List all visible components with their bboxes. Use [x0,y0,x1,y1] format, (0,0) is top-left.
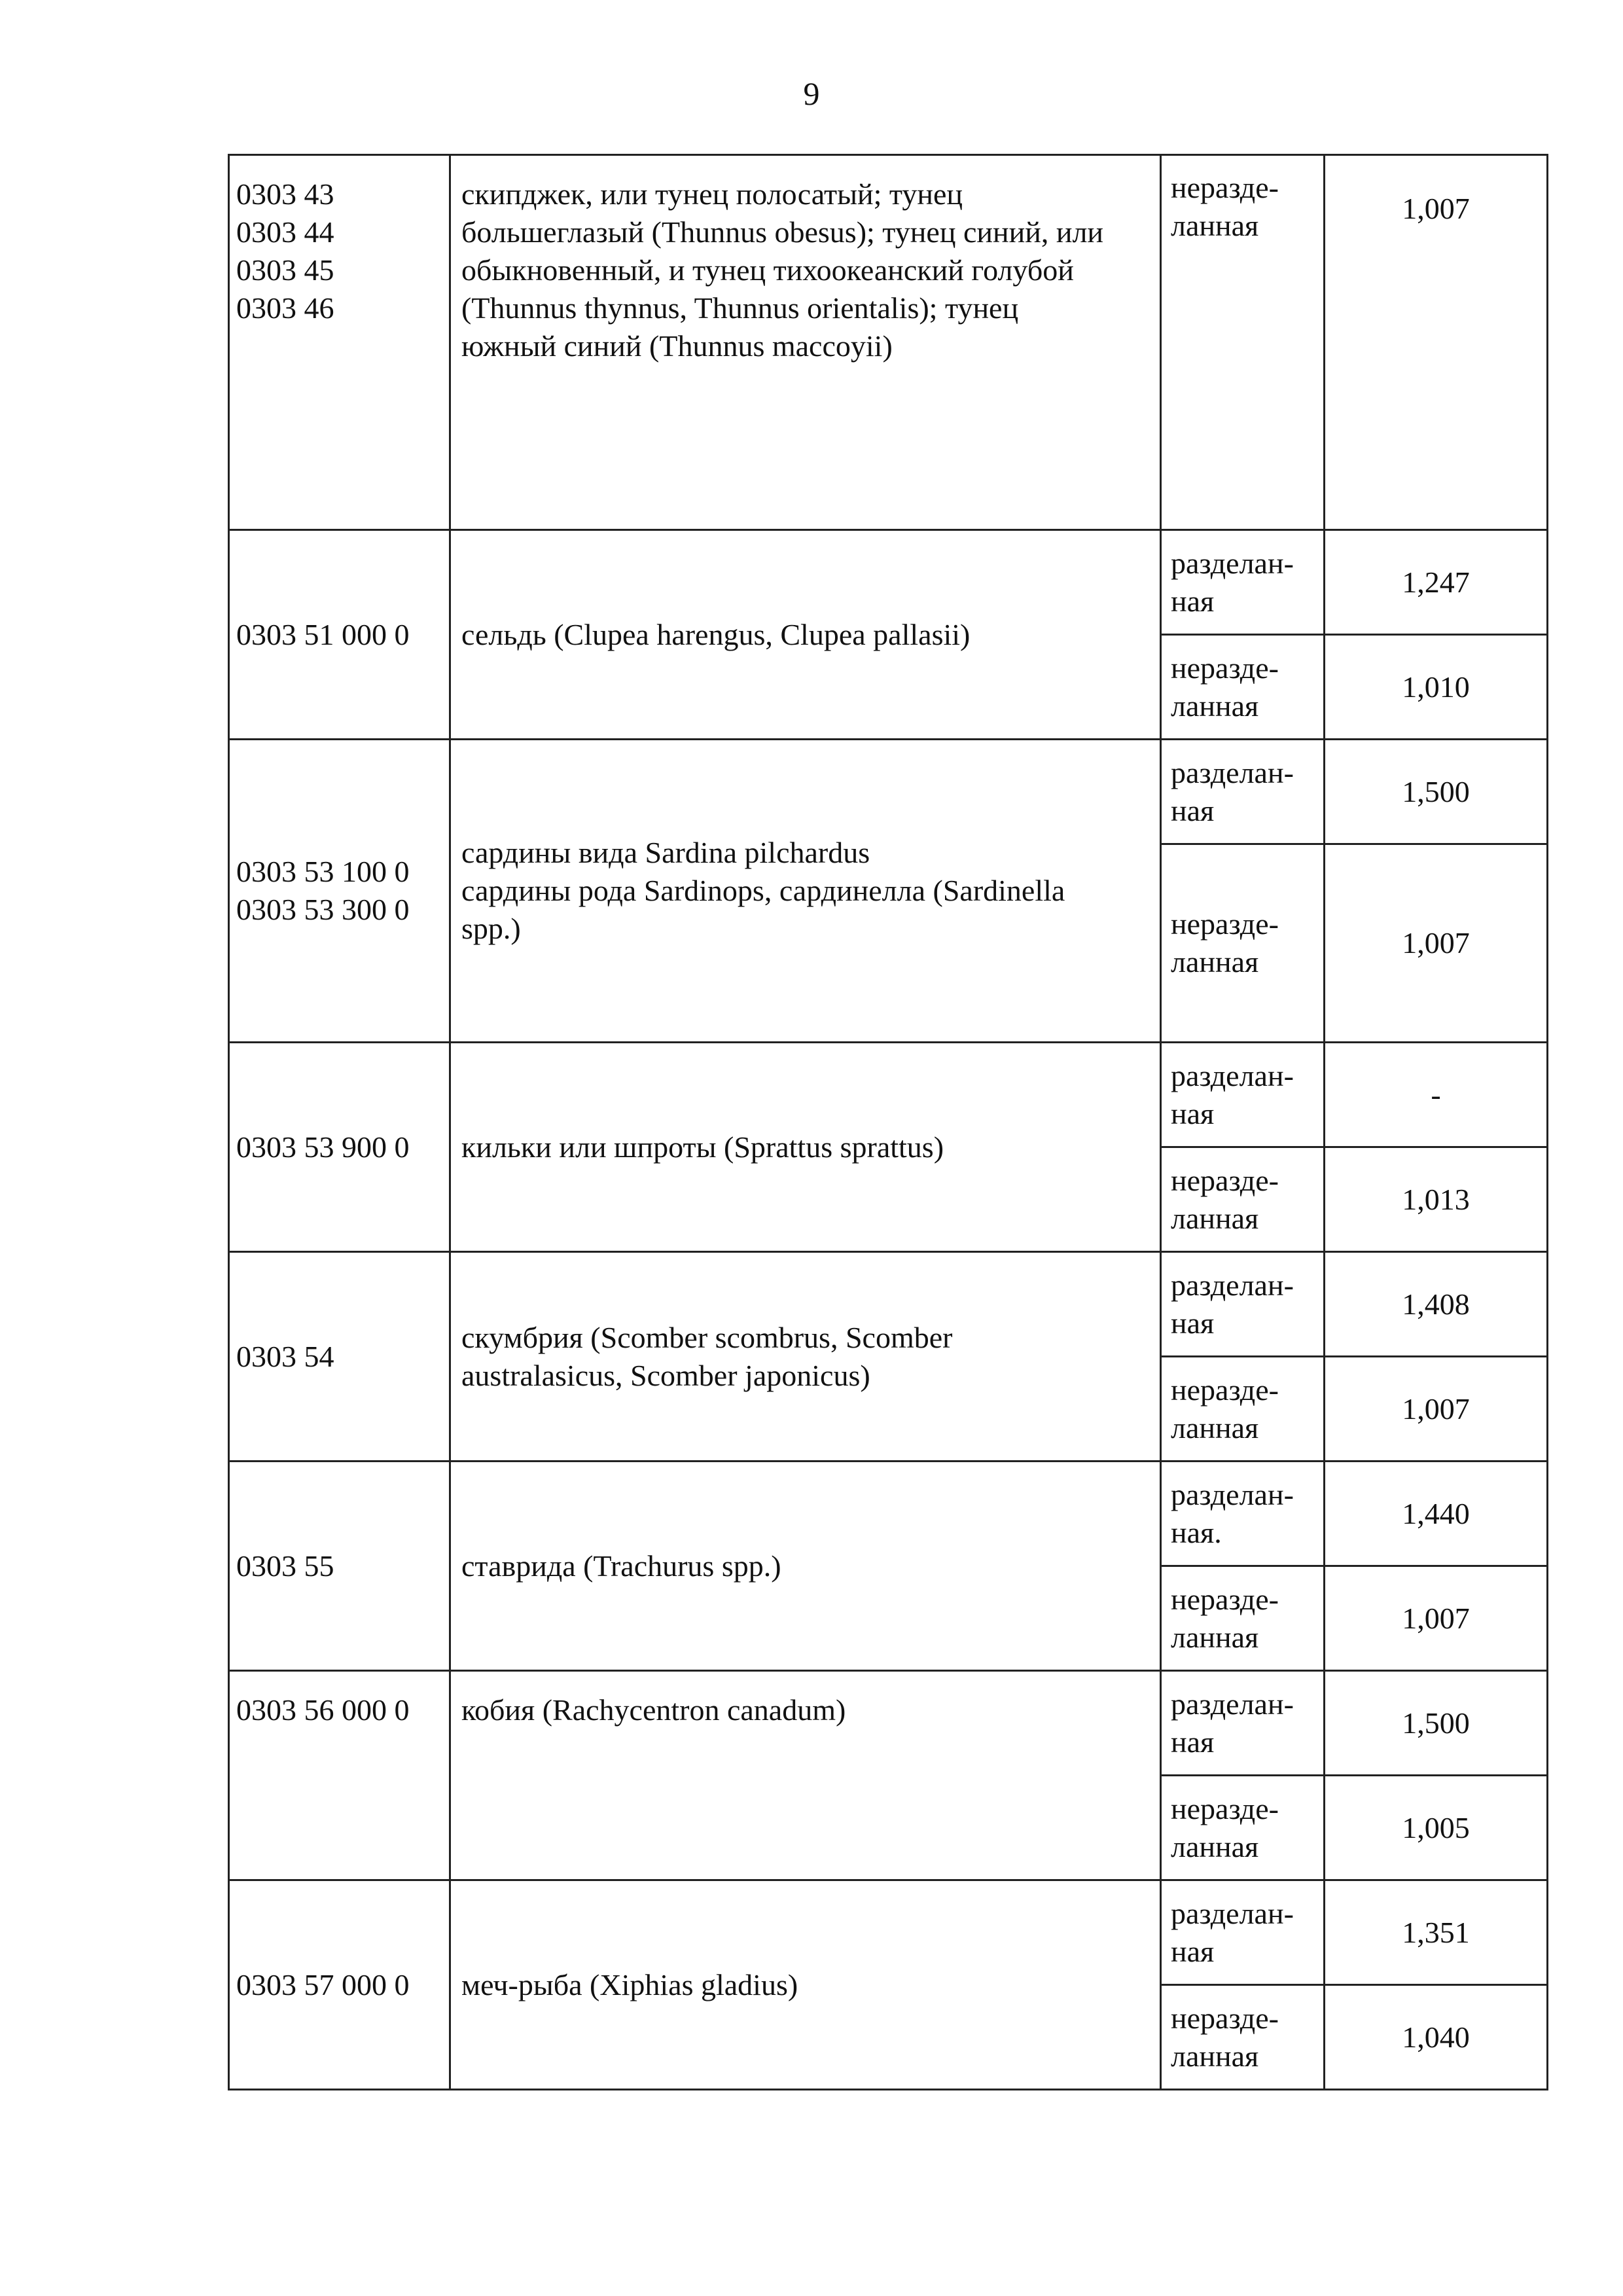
processing-type-cell [1161,1776,1325,1880]
coefficient-cell: 1,500 [1325,740,1548,844]
product-description-cell [450,1252,1161,1462]
product-description-cell [450,1671,1161,1880]
processing-type: ланная [1171,1201,1259,1235]
processing-type: ланная [1171,689,1259,723]
description-line: ставрида (Trachurus spp.) [461,1549,781,1583]
coefficient-cell: 1,351 [1325,1880,1548,1985]
description-line: australasicus, Scomber japonicus) [461,1358,870,1392]
description-line: (Thunnus thynnus, Thunnus orientalis); тунец [461,291,1019,325]
coefficient-cell: 1,040 [1325,1985,1548,2090]
description-line: скумбрия (Scomber scombrus, Scomber [461,1320,953,1354]
processing-type: разделан- [1171,1687,1294,1721]
product-code-cell [229,1252,450,1462]
coefficients-table [228,154,1548,2090]
description-line: обыкновенный, и тунец тихоокеанский голубой [461,253,1074,287]
product-description-cell [450,740,1161,1043]
processing-type-cell [1161,1671,1325,1776]
processing-type: ная [1171,793,1215,827]
table-row [229,1671,1548,1776]
processing-type-cell [1161,1357,1325,1462]
table-row [229,530,1548,635]
coefficient-cell: 1,007 [1325,155,1548,530]
description-line: меч-рыба (Xiphias gladius) [461,1967,798,2001]
table-row [229,155,1548,530]
processing-type: разделан- [1171,1477,1294,1511]
product-code: 0303 56 000 0 [236,1693,410,1727]
processing-type: разделан- [1171,1896,1294,1930]
coefficient-cell: - [1325,1043,1548,1147]
description-line: большеглазый (Thunnus obesus); тунец синий, или [461,215,1104,249]
product-code-cell [229,155,450,530]
processing-type: разделан- [1171,1058,1294,1092]
description-line: кильки или шпроты (Sprattus sprattus) [461,1130,944,1164]
coefficient-cell: 1,010 [1325,635,1548,740]
processing-type-cell [1161,1880,1325,1985]
product-code-cell [229,1671,450,1880]
product-description-cell [450,1880,1161,2090]
product-description-cell [450,1462,1161,1671]
product-code-cell [229,1043,450,1252]
description-line: сельдь (Clupea harengus, Clupea pallasii) [461,617,971,651]
processing-type: разделан- [1171,546,1294,580]
processing-type: неразде- [1171,651,1279,685]
processing-type-cell [1161,740,1325,844]
processing-type: неразде- [1171,1372,1279,1407]
processing-type: неразде- [1171,1582,1279,1616]
processing-type: ная. [1171,1515,1222,1549]
product-code-cell [229,530,450,740]
description-line: южный синий (Thunnus maccoyii) [461,329,893,363]
coefficient-cell: 1,005 [1325,1776,1548,1880]
processing-type: неразде- [1171,2001,1279,2035]
product-code: 0303 45 [236,253,334,287]
processing-type: ланная [1171,2039,1259,2073]
processing-type: ланная [1171,1829,1259,1863]
table-row [229,1043,1548,1147]
table-row [229,1252,1548,1357]
product-code: 0303 55 [236,1549,334,1583]
processing-type-cell [1161,844,1325,1043]
processing-type-cell [1161,530,1325,635]
description-line: кобия (Rachycentron canadum) [461,1693,846,1727]
product-code-cell [229,1462,450,1671]
product-code: 0303 51 000 0 [236,617,410,651]
product-code: 0303 53 100 0 [236,855,410,888]
processing-type: разделан- [1171,1268,1294,1302]
coefficient-cell: 1,007 [1325,1357,1548,1462]
description-line: сардины рода Sardinops, сардинелла (Sardinella [461,874,1065,907]
processing-type: ланная [1171,1410,1259,1444]
product-code-cell [229,740,450,1043]
product-code: 0303 46 [236,291,334,325]
product-code: 0303 44 [236,215,334,249]
product-code: 0303 54 [236,1339,334,1373]
processing-type-cell [1161,155,1325,530]
product-code: 0303 57 000 0 [236,1967,410,2001]
coefficient-cell: 1,013 [1325,1147,1548,1252]
processing-type: ная [1171,1096,1215,1130]
coefficient-cell: 1,007 [1325,1566,1548,1671]
processing-type-cell [1161,1043,1325,1147]
processing-type-cell [1161,1252,1325,1357]
processing-type-cell [1161,1566,1325,1671]
product-code-cell [229,1880,450,2090]
coefficient-cell: 1,500 [1325,1671,1548,1776]
table-row [229,1462,1548,1566]
processing-type: неразде- [1171,907,1279,941]
processing-type: ланная [1171,209,1259,242]
processing-type: ная [1171,1725,1215,1759]
table-row [229,740,1548,844]
processing-type-cell [1161,635,1325,740]
processing-type: ланная [1171,1620,1259,1654]
processing-type: ланная [1171,945,1259,978]
product-code: 0303 43 [236,177,334,211]
processing-type: неразде- [1171,1791,1279,1825]
description-line: spp.) [461,912,521,945]
processing-type: неразде- [1171,171,1279,204]
processing-type: неразде- [1171,1163,1279,1197]
product-description-cell [450,1043,1161,1252]
coefficient-cell: 1,247 [1325,530,1548,635]
coefficient-cell: 1,408 [1325,1252,1548,1357]
product-code: 0303 53 300 0 [236,893,410,926]
description-line: сардины вида Sardina pilchardus [461,836,870,869]
processing-type: ная [1171,584,1215,618]
page-number: 9 [803,75,820,112]
product-code: 0303 53 900 0 [236,1130,410,1164]
coefficient-cell: 1,007 [1325,844,1548,1043]
description-line: скипджек, или тунец полосатый; тунец [461,177,963,211]
processing-type-cell [1161,1462,1325,1566]
product-description-cell [450,530,1161,740]
coefficient-cell: 1,440 [1325,1462,1548,1566]
processing-type: ная [1171,1934,1215,1968]
processing-type: ная [1171,1306,1215,1340]
processing-type: разделан- [1171,755,1294,789]
processing-type-cell [1161,1985,1325,2090]
product-description-cell [450,155,1161,530]
processing-type-cell [1161,1147,1325,1252]
table-row [229,1880,1548,1985]
